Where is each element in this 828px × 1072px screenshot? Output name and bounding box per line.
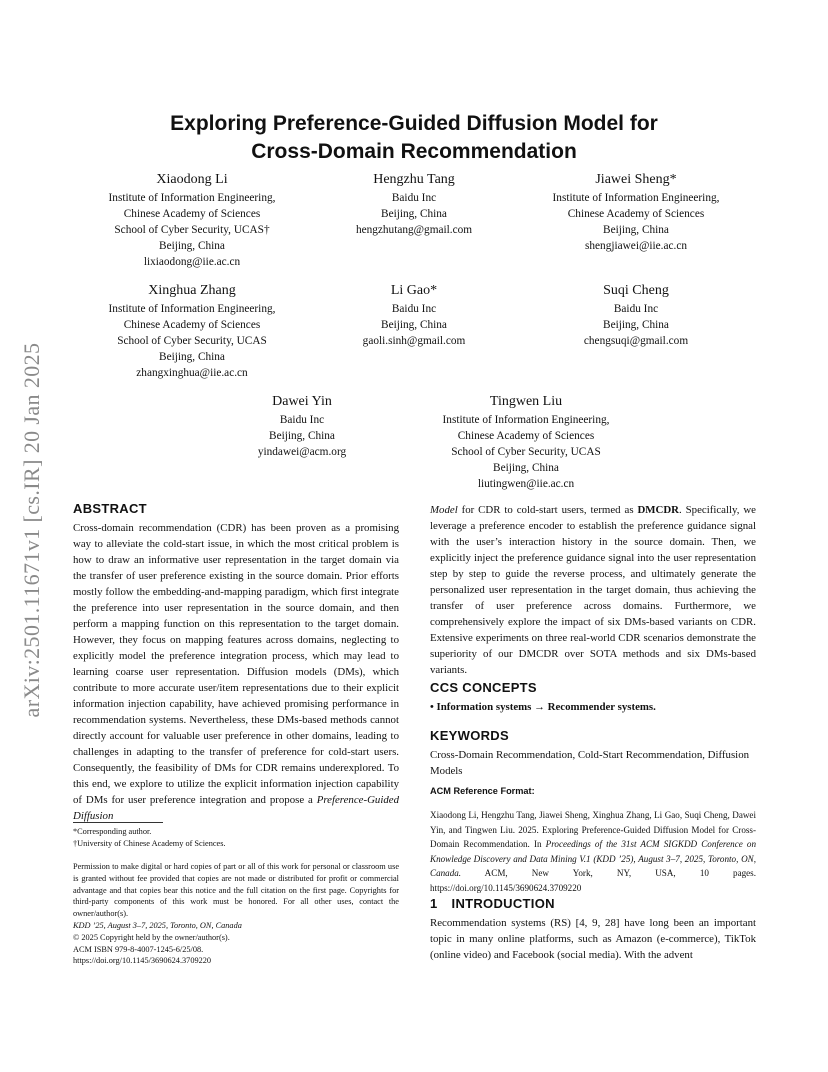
author-block-8 xyxy=(406,392,646,492)
doi-line: https://doi.org/10.1145/3690624.3709220 xyxy=(73,956,212,966)
abstract-body: Cross-domain recommendation (CDR) has been proven as a promising way to alleviate the cold-start issue, in which the most critical problem is how to draw an informative user representation in the target domain via the transfer of user preference existing in the source domain. Prior efforts mostly follow the embedding-and-mapping paradigm, which first integrate the preference into user representation in the source domain, and then perform a mapping function on this representation to the target domain. However, they focus on mapping features across domains, neglecting to explicitly model the preference integration process, which may lead to learning coarse user representation. Diffusion models (DMs), which contribute to more accurate user/item representations due to their explicit information injection capability, have achieved promising performance in recommendation systems. Nevertheless, these DMs-based methods cannot directly account for valuable user preference in other domains, leading to challenges in adapting to the transfer of preference for cold-start users. Consequently, the feasibility of DMs for CDR remains underexplored. To this end, we explore to utilize the explicit information injection capability of DMs for user preference integration and propose a xyxy=(73,522,399,806)
author-block-7 xyxy=(212,392,392,460)
affiliation-line: Institute of Information Engineering, xyxy=(108,303,276,315)
title-line-1: Exploring Preference-Guided Diffusion Model for xyxy=(170,112,658,135)
footnote-rule xyxy=(73,822,163,823)
author-name: Xinghua Zhang xyxy=(148,283,236,298)
copyright-line: © 2025 Copyright held by the owner/author(s). xyxy=(73,932,230,942)
acm-ref-venue: Proceedings of the 31st ACM SIGKDD Conference on Knowledge Discovery and Data Mining V.1 (KDD ’25), August 3–7, 2025, Toronto, ON, Canada. xyxy=(430,839,756,879)
author-email: liutingwen@iie.ac.cn xyxy=(477,478,575,490)
abstract-text-right xyxy=(430,502,756,678)
ccs-heading: CCS CONCEPTS xyxy=(430,680,537,695)
arxiv-sidebar-id: arXiv:2501.11671v1 [cs.IR] 20 Jan 2025 xyxy=(19,342,44,718)
title-line-2: Cross-Domain Recommendation xyxy=(251,140,577,163)
affiliation-line: Institute of Information Engineering, xyxy=(108,192,276,204)
affiliation-line: Baidu Inc xyxy=(279,414,325,426)
author-email: yindawei@acm.org xyxy=(257,446,347,458)
affiliation-line: Institute of Information Engineering, xyxy=(552,192,720,204)
author-name: Xiaodong Li xyxy=(156,172,228,187)
author-email: gaoli.sinh@gmail.com xyxy=(362,335,466,347)
author-name: Li Gao* xyxy=(390,283,438,298)
permission-text: Permission to make digital or hard copies of part or all of this work for personal or classroom use is granted without fee provided that copies are not made or distributed for profit or commercial advantage and that copies bear this notice and the full citation on the first page. Copyrights for third-party components of this work must be honored. For all other uses, contact the owner/author(s). xyxy=(73,862,399,919)
affiliation-line: Chinese Academy of Sciences xyxy=(123,208,261,220)
conference-line: KDD ’25, August 3–7, 2025, Toronto, ON, Canada xyxy=(73,920,242,930)
affiliation-line: Beijing, China xyxy=(603,224,669,236)
author-name: Dawei Yin xyxy=(272,394,332,409)
affiliation-line: School of Cyber Security, UCAS† xyxy=(114,224,270,236)
affiliation-line: Beijing, China xyxy=(603,319,669,331)
affiliation-line: Baidu Inc xyxy=(391,303,437,315)
author-block-6 xyxy=(516,281,756,349)
affiliation-line: School of Cyber Security, UCAS xyxy=(117,335,267,347)
author-email: shengjiawei@iie.ac.cn xyxy=(585,240,687,252)
author-name: Jiawei Sheng* xyxy=(595,172,677,187)
intro-heading xyxy=(430,896,756,911)
intro-text: Recommendation systems (RS) [4, 9, 28] have long been an important topic in many online platforms, such as Amazon (e-commerce), TikTok (online video) and Facebook (social media). With the advent xyxy=(430,917,756,961)
author-name: Hengzhu Tang xyxy=(373,172,455,187)
keywords-heading: KEYWORDS xyxy=(430,728,509,743)
abstract-continuation: for CDR to cold-start users, termed as xyxy=(457,504,638,516)
author-email: lixiaodong@iie.ac.cn xyxy=(143,256,241,268)
affiliation-line: Beijing, China xyxy=(381,319,447,331)
affiliation-line: Beijing, China xyxy=(381,208,447,220)
abstract-model-name: Preference-Guided Diffusion xyxy=(73,794,399,822)
acm-ref-authors: Xiaodong Li, Hengzhu Tang, Jiawei Sheng, Xinghua Zhang, Li Gao, Suqi Cheng, Dawei Yin, and Tingwen Liu. 2025. Exploring Preference-Guided Diffusion Model for Cross-Domain Recommendation. In xyxy=(430,810,756,850)
author-email: chengsuqi@gmail.com xyxy=(583,335,689,347)
affiliation-line: Baidu Inc xyxy=(391,192,437,204)
paper-title xyxy=(80,110,748,166)
acm-ref-heading: ACM Reference Format: xyxy=(430,786,535,796)
keywords-text: Cross-Domain Recommendation, Cold-Start Recommendation, Diffusion Models xyxy=(430,749,750,777)
footnote-ucas: †University of Chinese Academy of Sciences. xyxy=(73,838,226,848)
abstract-text-left xyxy=(73,520,399,820)
affiliation-line: Beijing, China xyxy=(159,351,225,363)
author-email: zhangxinghua@iie.ac.cn xyxy=(136,367,248,379)
isbn-line: ACM ISBN 979-8-4007-1245-6/25/08. xyxy=(73,944,204,954)
affiliation-line: Chinese Academy of Sciences xyxy=(457,430,595,442)
section-number: 1 xyxy=(430,896,438,911)
permission-block xyxy=(73,861,399,967)
footnotes xyxy=(73,826,399,850)
author-block-1 xyxy=(72,170,312,270)
author-block-4 xyxy=(72,281,312,381)
method-name: DMCDR xyxy=(637,504,680,516)
author-name: Tingwen Liu xyxy=(489,394,563,409)
ccs-text: • Information systems → Recommender systems. xyxy=(430,701,656,713)
author-name: Suqi Cheng xyxy=(603,283,669,298)
affiliation-line: Chinese Academy of Sciences xyxy=(567,208,705,220)
abstract-body-right: . Specifically, we leverage a preference encoder to establish the preference guidance signal with the user’s interaction history in the source domain. Then, we explicitly inject the preference guidance signal into the user representation step by step to guide the reverse process, and ultimately generate the personalized user representation in the target domain, thus achieving the transfer of user preference across domains. Furthermore, we comprehensively explore the impact of six DMs-based variants on CDR. Extensive experiments on three real-world CDR scenarios demonstrate the superiority of our DMCDR over SOTA methods and six DMs-based variants. xyxy=(430,504,756,676)
affiliation-line: Beijing, China xyxy=(159,240,225,252)
author-email: hengzhutang@gmail.com xyxy=(355,224,473,236)
footnote-corresponding: *Corresponding author. xyxy=(73,827,152,836)
author-block-3 xyxy=(516,170,756,254)
abstract-model-word: Model xyxy=(430,504,458,516)
affiliation-line: Chinese Academy of Sciences xyxy=(123,319,261,331)
affiliation-line: Beijing, China xyxy=(493,462,559,474)
affiliation-line: School of Cyber Security, UCAS xyxy=(451,446,601,458)
author-block-2 xyxy=(314,170,514,238)
author-block-5 xyxy=(314,281,514,349)
affiliation-line: Beijing, China xyxy=(269,430,335,442)
abstract-heading: ABSTRACT xyxy=(73,501,147,516)
affiliation-line: Baidu Inc xyxy=(613,303,659,315)
section-title: INTRODUCTION xyxy=(451,896,555,911)
affiliation-line: Institute of Information Engineering, xyxy=(442,414,610,426)
acm-reference xyxy=(430,808,756,895)
acm-ref-pages: ACM, New York, NY, USA, 10 pages. https://doi.org/10.1145/3690624.3709220 xyxy=(430,868,756,893)
